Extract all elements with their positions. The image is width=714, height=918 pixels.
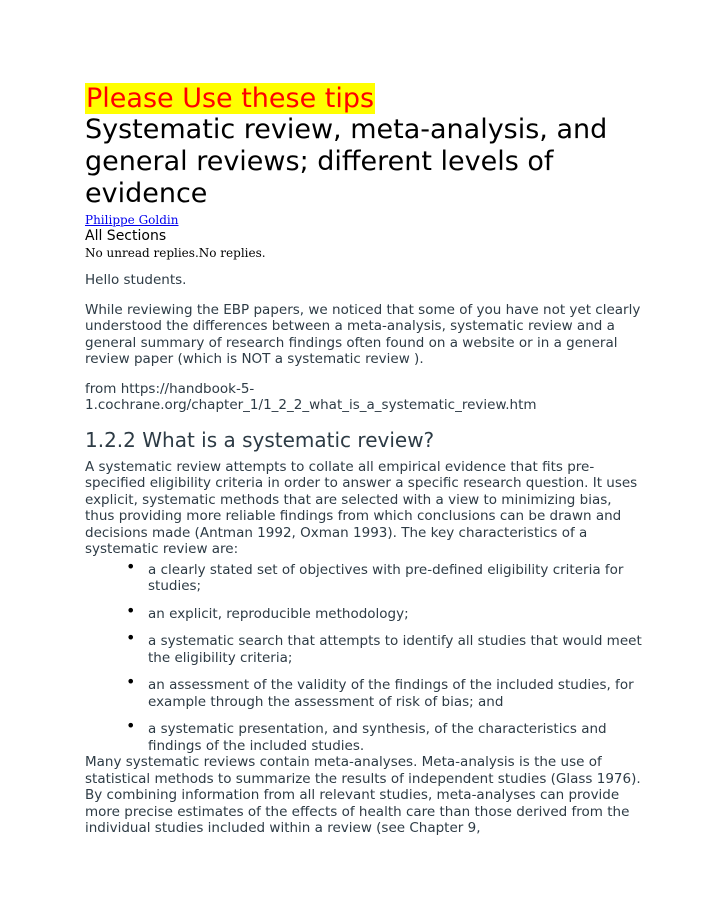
page-title: Systematic review, meta-analysis, and general reviews; different levels of evidence [85, 114, 608, 209]
greeting-paragraph: Hello students. [85, 272, 187, 288]
tip-text: Please Use these tips [86, 83, 375, 114]
characteristics-list [85, 556, 645, 755]
list-item-text: a clearly stated set of objectives with pre-defined eligibility criteria for studies; [148, 561, 624, 594]
list-item [126, 600, 645, 623]
list-item [126, 672, 645, 710]
definition-paragraph: A systematic review attempts to collate all empirical evidence that fits pre-specified eligibility criteria in order to answer a specific research question. It uses explicit, systematic methods that are selected with a view to minimizing bias, thus providing more reliable findings from which conclusions can be drawn and decisions made (Antman 1992, Oxman 1993). The key characteristics of a systematic review are: [85, 458, 638, 557]
list-item [126, 716, 645, 754]
author-link[interactable]: Philippe Goldin [85, 213, 179, 227]
list-item [126, 556, 645, 595]
bullet-icon: • [126, 672, 136, 691]
list-item [126, 628, 645, 666]
list-item-text: an assessment of the validity of the findings of the included studies, for example through the assessment of risk of bias; and [148, 677, 634, 710]
list-item-text: a systematic presentation, and synthesis, of the characteristics and findings of the included studies. [148, 721, 607, 754]
bullet-icon: • [126, 556, 136, 576]
section-heading: 1.2.2 What is a systematic review? [85, 427, 435, 452]
intro-paragraph: While reviewing the EBP papers, we noticed that some of you have not yet clearly understood the differences between a meta-analysis, systematic review and a general summary of research findings often found on a website or in a general review paper (which is NOT a systematic review ). [85, 301, 641, 367]
sections-label: All Sections [85, 228, 167, 244]
replies-status: No unread replies.No replies. [85, 246, 266, 260]
list-item-text: an explicit, reproducible methodology; [148, 605, 409, 622]
tip-highlight [85, 83, 645, 114]
list-item-text: a systematic search that attempts to identify all studies that would meet the eligibility criteria; [148, 633, 642, 666]
source-paragraph: from https://handbook-5-1.cochrane.org/chapter_1/1_2_2_what_is_a_systematic_review.htm [85, 380, 537, 413]
bullet-icon: • [126, 600, 136, 620]
bullet-icon: • [126, 628, 136, 647]
bullet-icon: • [126, 716, 136, 735]
meta-analysis-paragraph: Many systematic reviews contain meta-analyses. Meta-analysis is the use of statistical methods to summarize the results of independent studies (Glass 1976). By combining information from all relevant studies, meta-analyses can provide more precise estimates of the effects of health care than those derived from the individual studies included within a review (see Chapter 9, [85, 754, 641, 836]
